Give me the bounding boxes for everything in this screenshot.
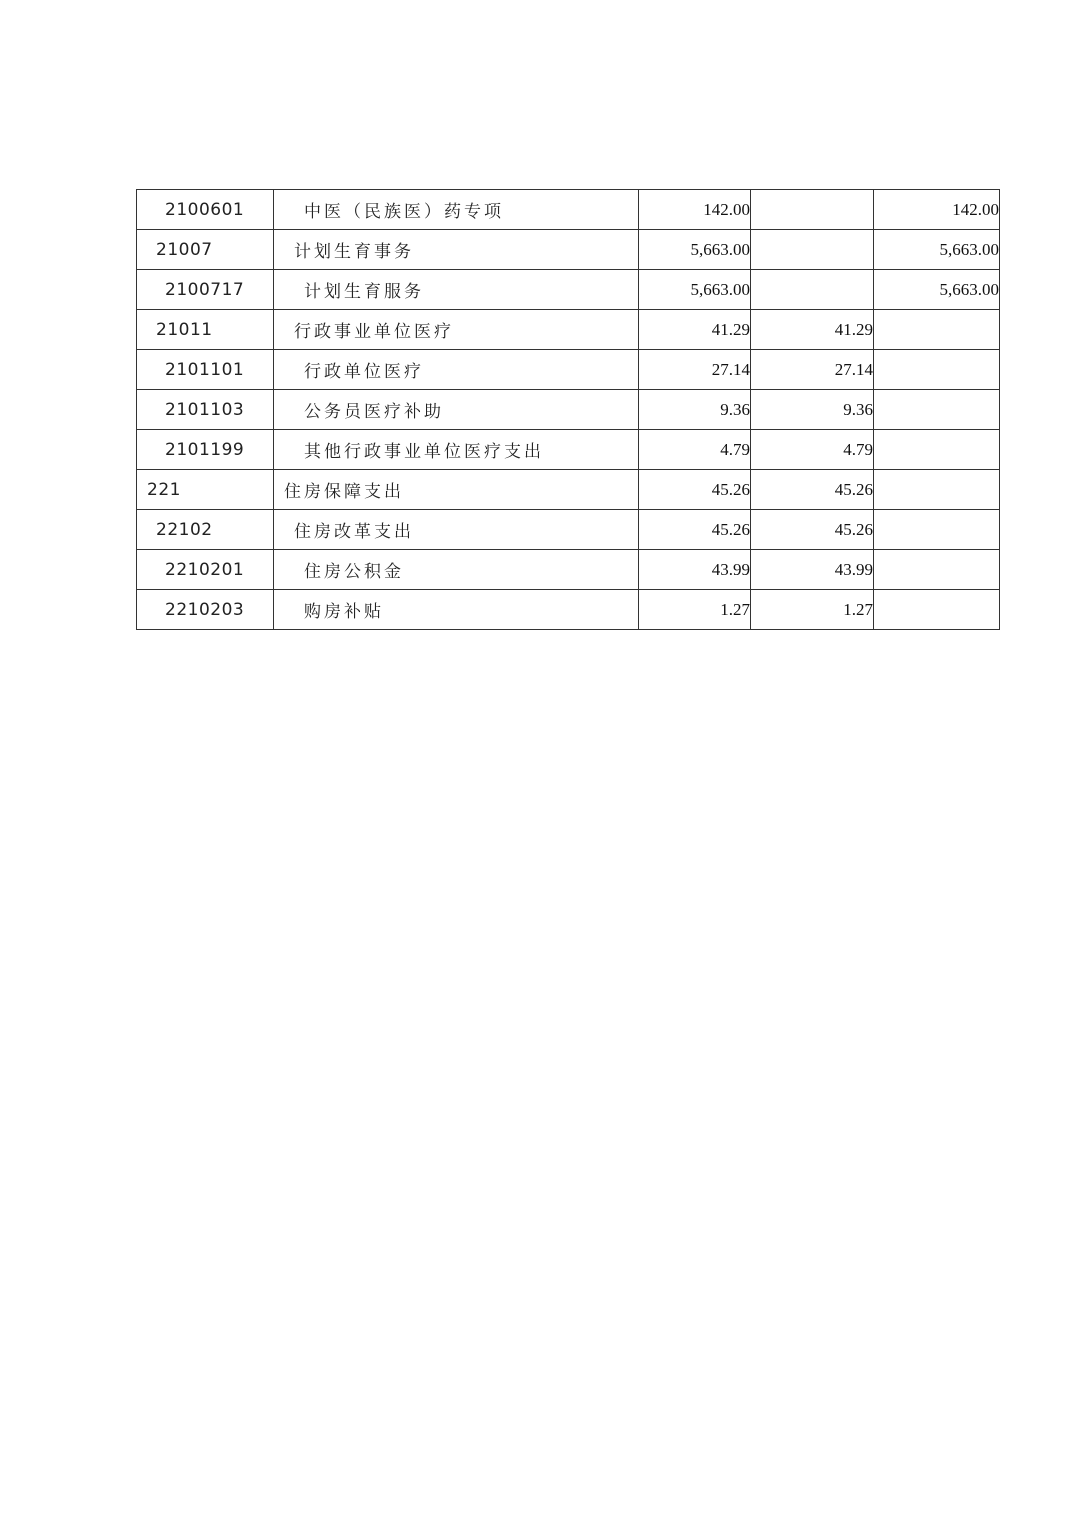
- basic-expenditure-cell: 45.26: [751, 510, 874, 550]
- total-amount-cell: 5,663.00: [639, 270, 751, 310]
- basic-expenditure-cell: 41.29: [751, 310, 874, 350]
- project-expenditure-cell: [874, 510, 1000, 550]
- total-amount-cell: 5,663.00: [639, 230, 751, 270]
- subject-name-cell: 住房改革支出: [274, 510, 639, 550]
- subject-code-cell: 22102: [137, 510, 274, 550]
- budget-table: [136, 189, 1000, 630]
- table-row: [137, 390, 1000, 430]
- table-row: [137, 190, 1000, 230]
- project-expenditure-cell: [874, 390, 1000, 430]
- basic-expenditure-cell: 27.14: [751, 350, 874, 390]
- project-expenditure-cell: 5,663.00: [874, 230, 1000, 270]
- total-amount-cell: 45.26: [639, 510, 751, 550]
- basic-expenditure-cell: [751, 230, 874, 270]
- project-expenditure-cell: [874, 470, 1000, 510]
- table-row: [137, 270, 1000, 310]
- subject-name-cell: 中医（民族医）药专项: [274, 190, 639, 230]
- subject-code-cell: 2100601: [137, 190, 274, 230]
- subject-code-cell: 21007: [137, 230, 274, 270]
- subject-name-cell: 其他行政事业单位医疗支出: [274, 430, 639, 470]
- table-row: [137, 430, 1000, 470]
- subject-code-cell: 2210203: [137, 590, 274, 630]
- total-amount-cell: 27.14: [639, 350, 751, 390]
- project-expenditure-cell: [874, 350, 1000, 390]
- table-row: [137, 350, 1000, 390]
- subject-name-cell: 计划生育服务: [274, 270, 639, 310]
- total-amount-cell: 4.79: [639, 430, 751, 470]
- subject-name-cell: 行政事业单位医疗: [274, 310, 639, 350]
- project-expenditure-cell: [874, 550, 1000, 590]
- total-amount-cell: 41.29: [639, 310, 751, 350]
- total-amount-cell: 43.99: [639, 550, 751, 590]
- basic-expenditure-cell: 9.36: [751, 390, 874, 430]
- project-expenditure-cell: [874, 310, 1000, 350]
- total-amount-cell: 1.27: [639, 590, 751, 630]
- subject-name-cell: 公务员医疗补助: [274, 390, 639, 430]
- project-expenditure-cell: [874, 590, 1000, 630]
- subject-code-cell: 2210201: [137, 550, 274, 590]
- basic-expenditure-cell: [751, 270, 874, 310]
- subject-name-cell: 住房保障支出: [274, 470, 639, 510]
- subject-code-cell: 221: [137, 470, 274, 510]
- subject-code-cell: 2100717: [137, 270, 274, 310]
- basic-expenditure-cell: [751, 190, 874, 230]
- project-expenditure-cell: [874, 430, 1000, 470]
- project-expenditure-cell: 5,663.00: [874, 270, 1000, 310]
- table-row: [137, 510, 1000, 550]
- table-row: [137, 550, 1000, 590]
- subject-name-cell: 住房公积金: [274, 550, 639, 590]
- subject-name-cell: 行政单位医疗: [274, 350, 639, 390]
- subject-code-cell: 2101101: [137, 350, 274, 390]
- budget-table-body: [137, 190, 1000, 630]
- table-row: [137, 310, 1000, 350]
- table-row: [137, 470, 1000, 510]
- subject-code-cell: 2101199: [137, 430, 274, 470]
- basic-expenditure-cell: 1.27: [751, 590, 874, 630]
- basic-expenditure-cell: 43.99: [751, 550, 874, 590]
- subject-name-cell: 购房补贴: [274, 590, 639, 630]
- subject-code-cell: 21011: [137, 310, 274, 350]
- basic-expenditure-cell: 45.26: [751, 470, 874, 510]
- table-row: [137, 230, 1000, 270]
- project-expenditure-cell: 142.00: [874, 190, 1000, 230]
- subject-name-cell: 计划生育事务: [274, 230, 639, 270]
- total-amount-cell: 45.26: [639, 470, 751, 510]
- total-amount-cell: 9.36: [639, 390, 751, 430]
- subject-code-cell: 2101103: [137, 390, 274, 430]
- table-row: [137, 590, 1000, 630]
- basic-expenditure-cell: 4.79: [751, 430, 874, 470]
- total-amount-cell: 142.00: [639, 190, 751, 230]
